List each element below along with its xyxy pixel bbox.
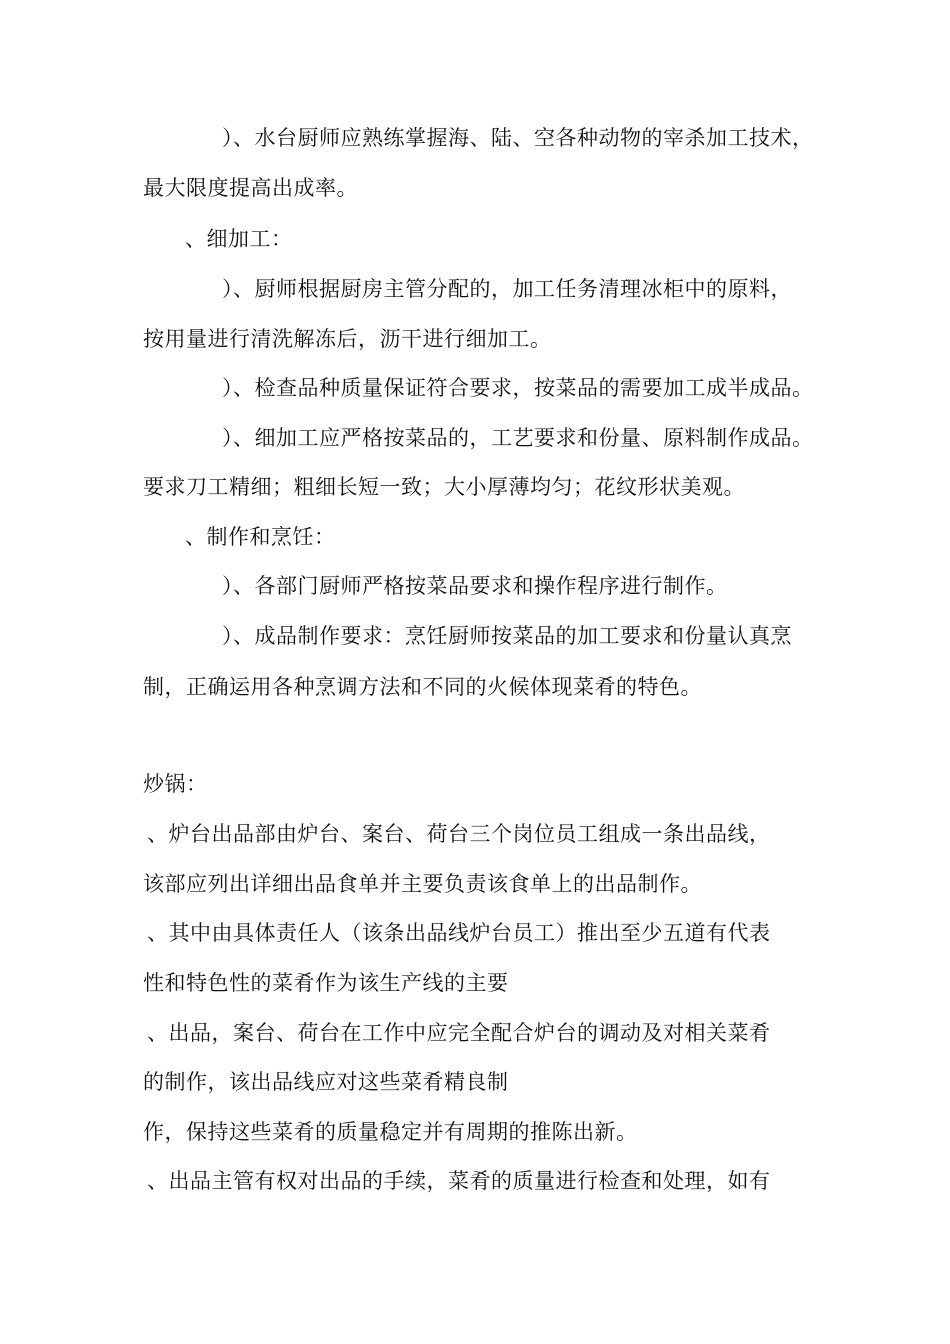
paragraph-line: 、炉台出品部由炉台、案台、荷台三个岗位员工组成一条出品线，	[147, 822, 771, 846]
section-heading: 炒锅：	[143, 772, 208, 796]
paragraph-line: 的制作，该出品线应对这些菜肴精良制	[143, 1070, 509, 1094]
paragraph-line: 性和特色性的菜肴作为该生产线的主要	[143, 971, 509, 995]
paragraph-line: 最大限度提高出成率。	[143, 176, 358, 200]
paragraph-line: 该部应列出详细出品食单并主要负责该食单上的出品制作。	[143, 872, 702, 896]
paragraph-line: 要求刀工精细；粗细长短一致；大小厚薄均匀；花纹形状美观。	[143, 475, 745, 499]
paragraph-line: 、其中由具体责任人（该条出品线炉台员工）推出至少五道有代表	[147, 921, 771, 945]
paragraph-line: 、出品主管有权对出品的手续，菜肴的质量进行检查和处理，如有	[147, 1169, 771, 1193]
paragraph-line: 、出品，案台、荷台在工作中应完全配合炉台的调动及对相关菜肴	[147, 1021, 771, 1045]
paragraph-line: ）、水台厨师应熟练掌握海、陆、空各种动物的宰杀加工技术，	[222, 126, 814, 150]
paragraph-line: ）、成品制作要求：烹饪厨师按菜品的加工要求和份量认真烹	[222, 624, 792, 648]
paragraph-line: ）、厨师根据厨房主管分配的，加工任务清理冰柜中的原料，	[222, 277, 792, 301]
paragraph-line: ）、各部门厨师严格按菜品要求和操作程序进行制作。	[222, 574, 728, 598]
paragraph-line: 制，正确运用各种烹调方法和不同的火候体现菜肴的特色。	[143, 675, 702, 699]
section-heading: 、细加工：	[185, 227, 293, 251]
section-heading: 、制作和烹饪：	[185, 525, 336, 549]
paragraph-line: 作，保持这些菜肴的质量稳定并有周期的推陈出新。	[143, 1120, 638, 1144]
paragraph-line: ）、检查品种质量保证符合要求，按菜品的需要加工成半成品。	[222, 376, 814, 400]
paragraph-line: 按用量进行清洗解冻后，沥干进行细加工。	[143, 327, 552, 351]
paragraph-line: ）、细加工应严格按菜品的，工艺要求和份量、原料制作成品。	[222, 426, 814, 450]
